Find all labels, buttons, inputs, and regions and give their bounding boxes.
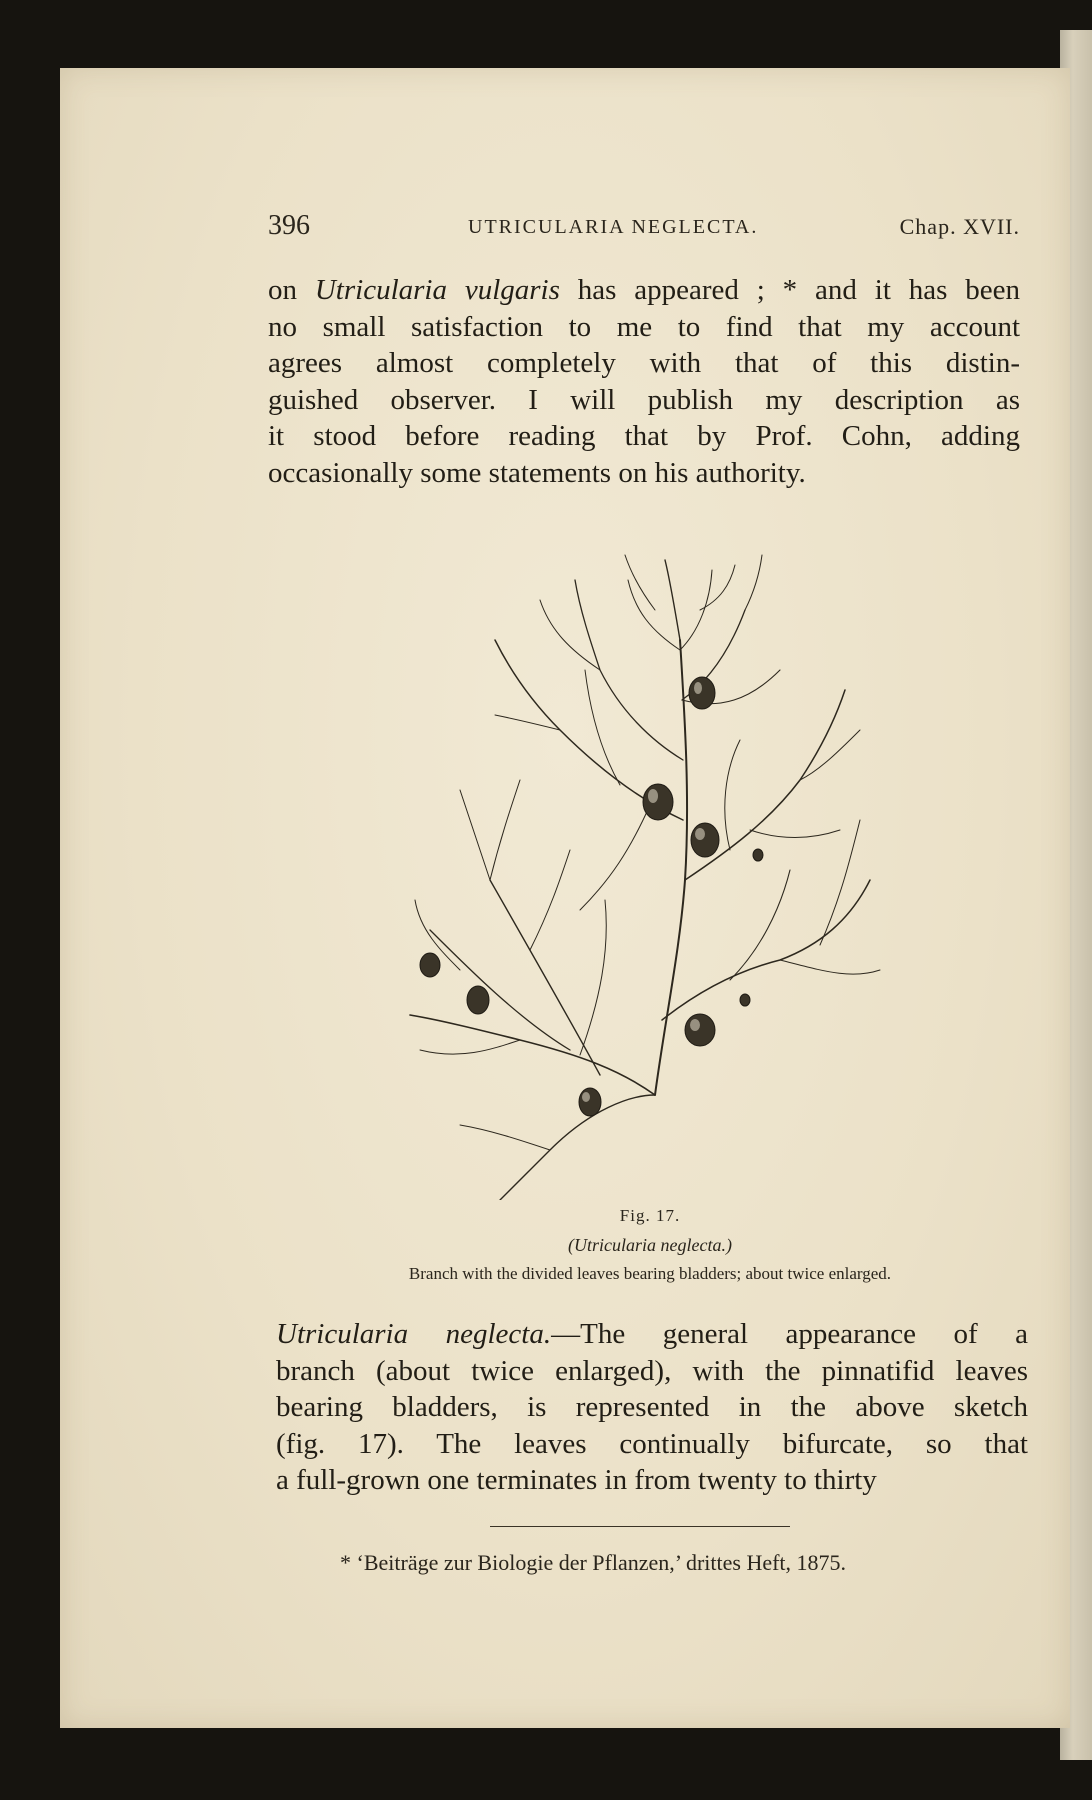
bladder <box>685 1014 715 1046</box>
text-line: (fig. 17). The leaves continually bifurcate, so that <box>276 1427 1028 1460</box>
text-line: occasionally some statements on his authority. <box>268 456 806 489</box>
running-title: UTRICULARIA NEGLECTA. <box>468 216 759 238</box>
bladder <box>579 1088 601 1116</box>
main-stem <box>655 640 687 1095</box>
text-line: it stood before reading that by Prof. Cohn, adding <box>268 420 1020 452</box>
text-line: no small satisfaction to me to find that my account <box>268 310 1020 343</box>
figure-label: Fig. 17. <box>619 1206 681 1225</box>
bladder <box>753 849 763 861</box>
figure-species: (Utricularia neglecta.) <box>568 1235 732 1255</box>
running-header <box>268 210 1020 246</box>
bladder <box>420 953 440 977</box>
text-line: on Utricularia vulgaris has appeared ; * and it has been <box>268 274 1020 306</box>
figure-description: Branch with the divided leaves bearing bladders; about twice enlarged. <box>408 1264 892 1283</box>
text-line: Utricularia neglecta.—The general appearance of a <box>276 1318 1028 1350</box>
footnote: * ‘Beiträge zur Biologie der Pflanzen,’ drittes Heft, 1875. <box>340 1550 847 1575</box>
footnote-rule <box>490 1526 790 1527</box>
text-line: branch (about twice enlarged), with the pinnatifid leaves <box>276 1354 1028 1387</box>
bladder <box>467 986 489 1014</box>
text-line: a full-grown one terminates in from twenty to thirty <box>276 1464 877 1496</box>
text-line: bearing bladders, is represented in the above sketch <box>276 1391 1028 1423</box>
page-number: 396 <box>268 210 310 241</box>
paragraph-2 <box>276 1316 1028 1499</box>
bladder <box>643 784 673 820</box>
bladder <box>689 677 715 709</box>
figure-17-illustration <box>400 550 900 1200</box>
bladder <box>740 994 750 1006</box>
bladder <box>691 823 719 857</box>
chapter-label: Chap. XVII. <box>899 214 1020 239</box>
text-line: guished observer. I will publish my description as <box>268 383 1020 416</box>
text-line: agrees almost completely with that of this distin- <box>268 347 1020 379</box>
paragraph-1 <box>268 272 1020 491</box>
